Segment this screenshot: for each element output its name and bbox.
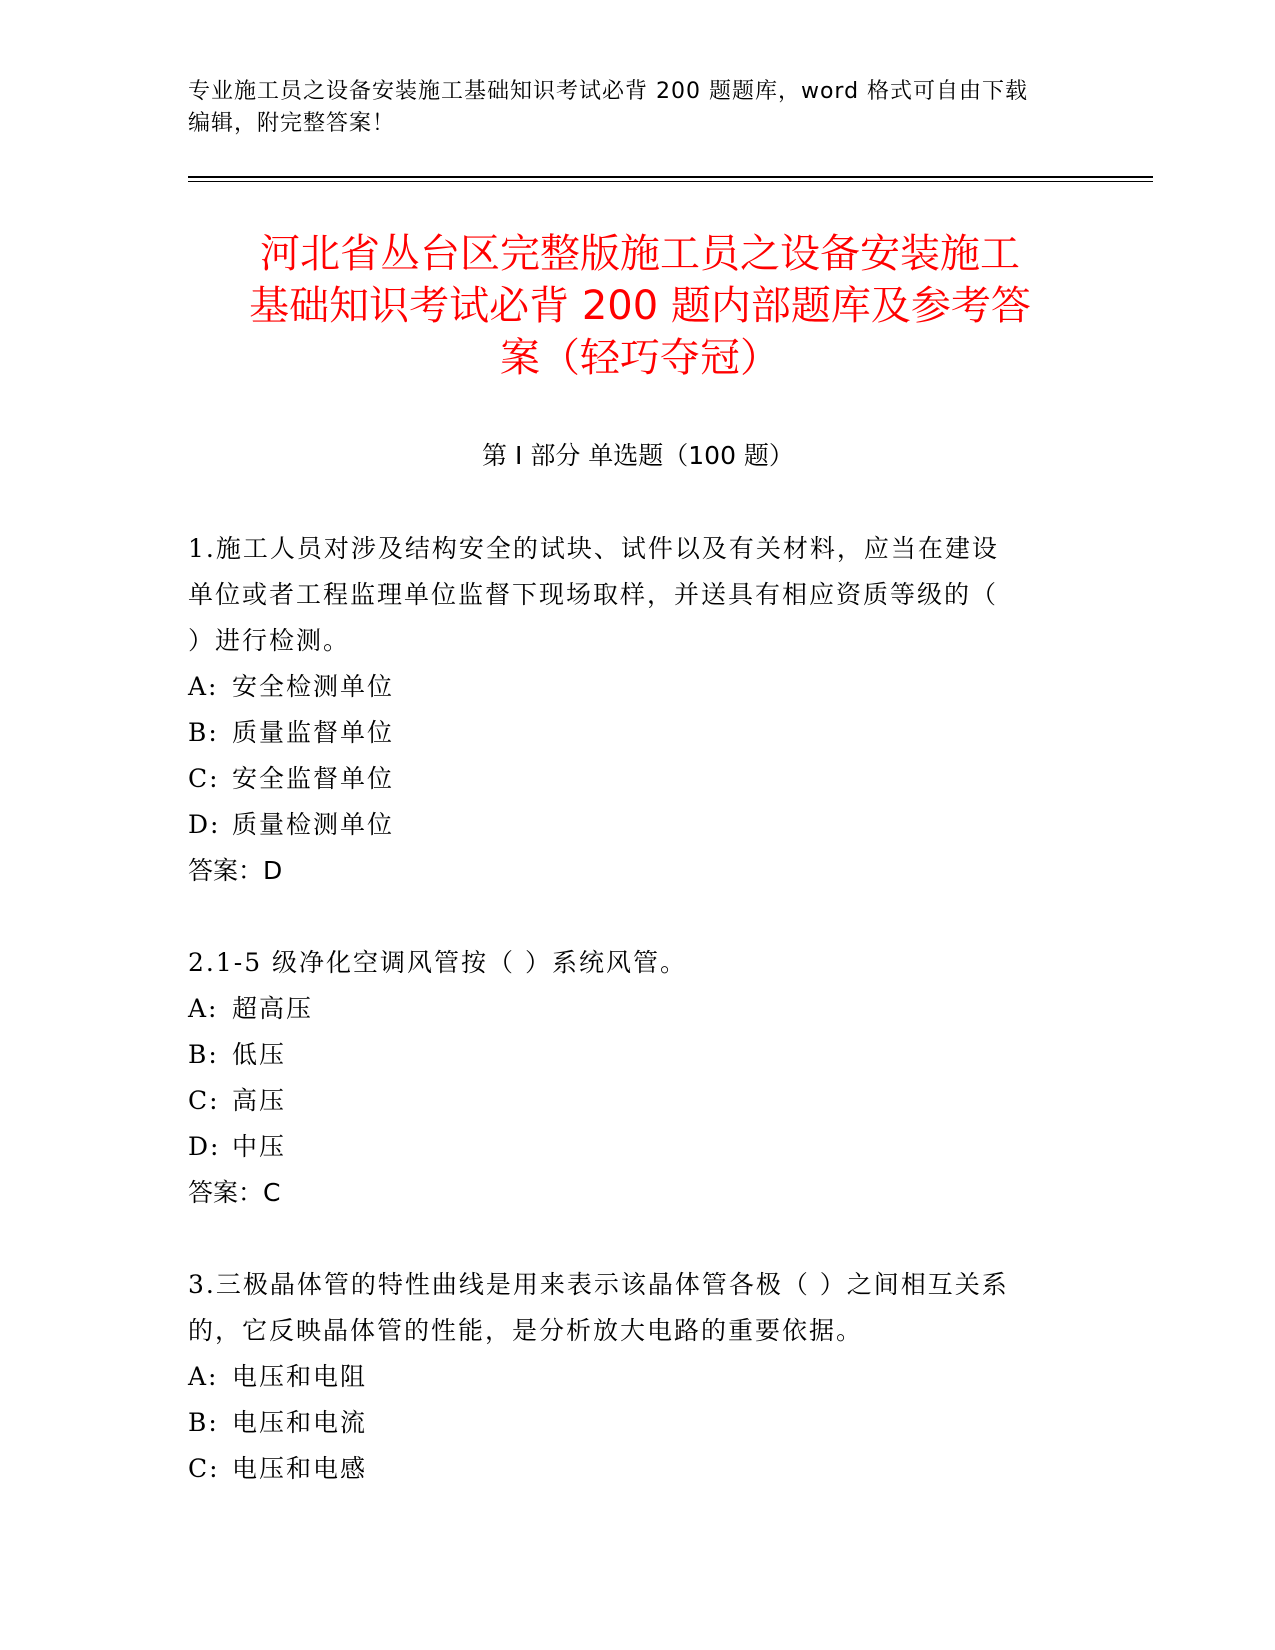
option-letter: B: [188,1408,219,1437]
question-stem-line: 1.施工人员对涉及结构安全的试块、试件以及有关材料，应当在建设 [188,534,999,563]
option-text: 安全监督单位 [232,764,395,793]
option-text: 高压 [232,1086,287,1115]
question-1 [188,526,1068,894]
question-stem-line: 3.三极晶体管的特性曲线是用来表示该晶体管各极（ ）之间相互关系 [188,1270,1009,1299]
option-c [188,1446,1068,1492]
option-text: 质量监督单位 [232,718,395,747]
option-text: 电压和电流 [232,1408,368,1437]
option-letter: C: [188,1454,220,1483]
option-d [188,802,1068,848]
option-text: 质量检测单位 [232,810,395,839]
option-letter: B: [188,718,219,747]
header-note-line-1: 专业施工员之设备安装施工基础知识考试必背 200 题题库，word 格式可自由下载 [188,79,1029,104]
option-b [188,1032,1068,1078]
option-letter: D: [188,1132,221,1161]
option-text: 安全检测单位 [232,672,395,701]
option-text: 电压和电感 [232,1454,368,1483]
option-text: 低压 [232,1040,287,1069]
option-b [188,1400,1068,1446]
question-stem-line: ）进行检测。 [188,626,351,655]
option-a [188,1354,1068,1400]
option-text: 电压和电阻 [232,1362,368,1391]
option-letter: C: [188,764,220,793]
header-note-line-2: 编辑，附完整答案！ [188,111,396,136]
option-c [188,756,1068,802]
option-letter: A: [188,1362,219,1391]
document-title [190,228,1090,384]
option-d [188,1124,1068,1170]
question-2 [188,940,1068,1216]
option-text: 超高压 [232,994,314,1023]
answer-text: 答案：D [188,856,283,885]
question-stem-line: 单位或者工程监理单位监督下现场取样，并送具有相应资质等级的（ [188,580,999,609]
header-note [188,76,1088,140]
option-letter: B: [188,1040,219,1069]
section-title: 第 I 部分 单选题（100 题） [482,441,794,470]
option-b [188,710,1068,756]
header-divider-thick [188,176,1153,178]
question-stem-line: 的，它反映晶体管的性能，是分析放大电路的重要依据。 [188,1316,864,1345]
answer-text: 答案：C [188,1178,281,1207]
question-stem-line: 2.1-5 级净化空调风管按（ ）系统风管。 [188,948,688,977]
option-letter: D: [188,810,221,839]
option-letter: A: [188,994,219,1023]
document-title-line-3: 案（轻巧夺冠） [500,335,780,381]
question-list [188,526,1068,1538]
question-3 [188,1262,1068,1492]
header-divider-thin [188,181,1153,182]
option-letter: C: [188,1086,220,1115]
document-title-line-1: 河北省丛台区完整版施工员之设备安装施工 [260,231,1020,277]
document-title-line-2: 基础知识考试必背 200 题内部题库及参考答 [249,283,1031,329]
option-a [188,986,1068,1032]
option-text: 中压 [232,1132,287,1161]
option-a [188,664,1068,710]
option-letter: A: [188,672,219,701]
option-c [188,1078,1068,1124]
